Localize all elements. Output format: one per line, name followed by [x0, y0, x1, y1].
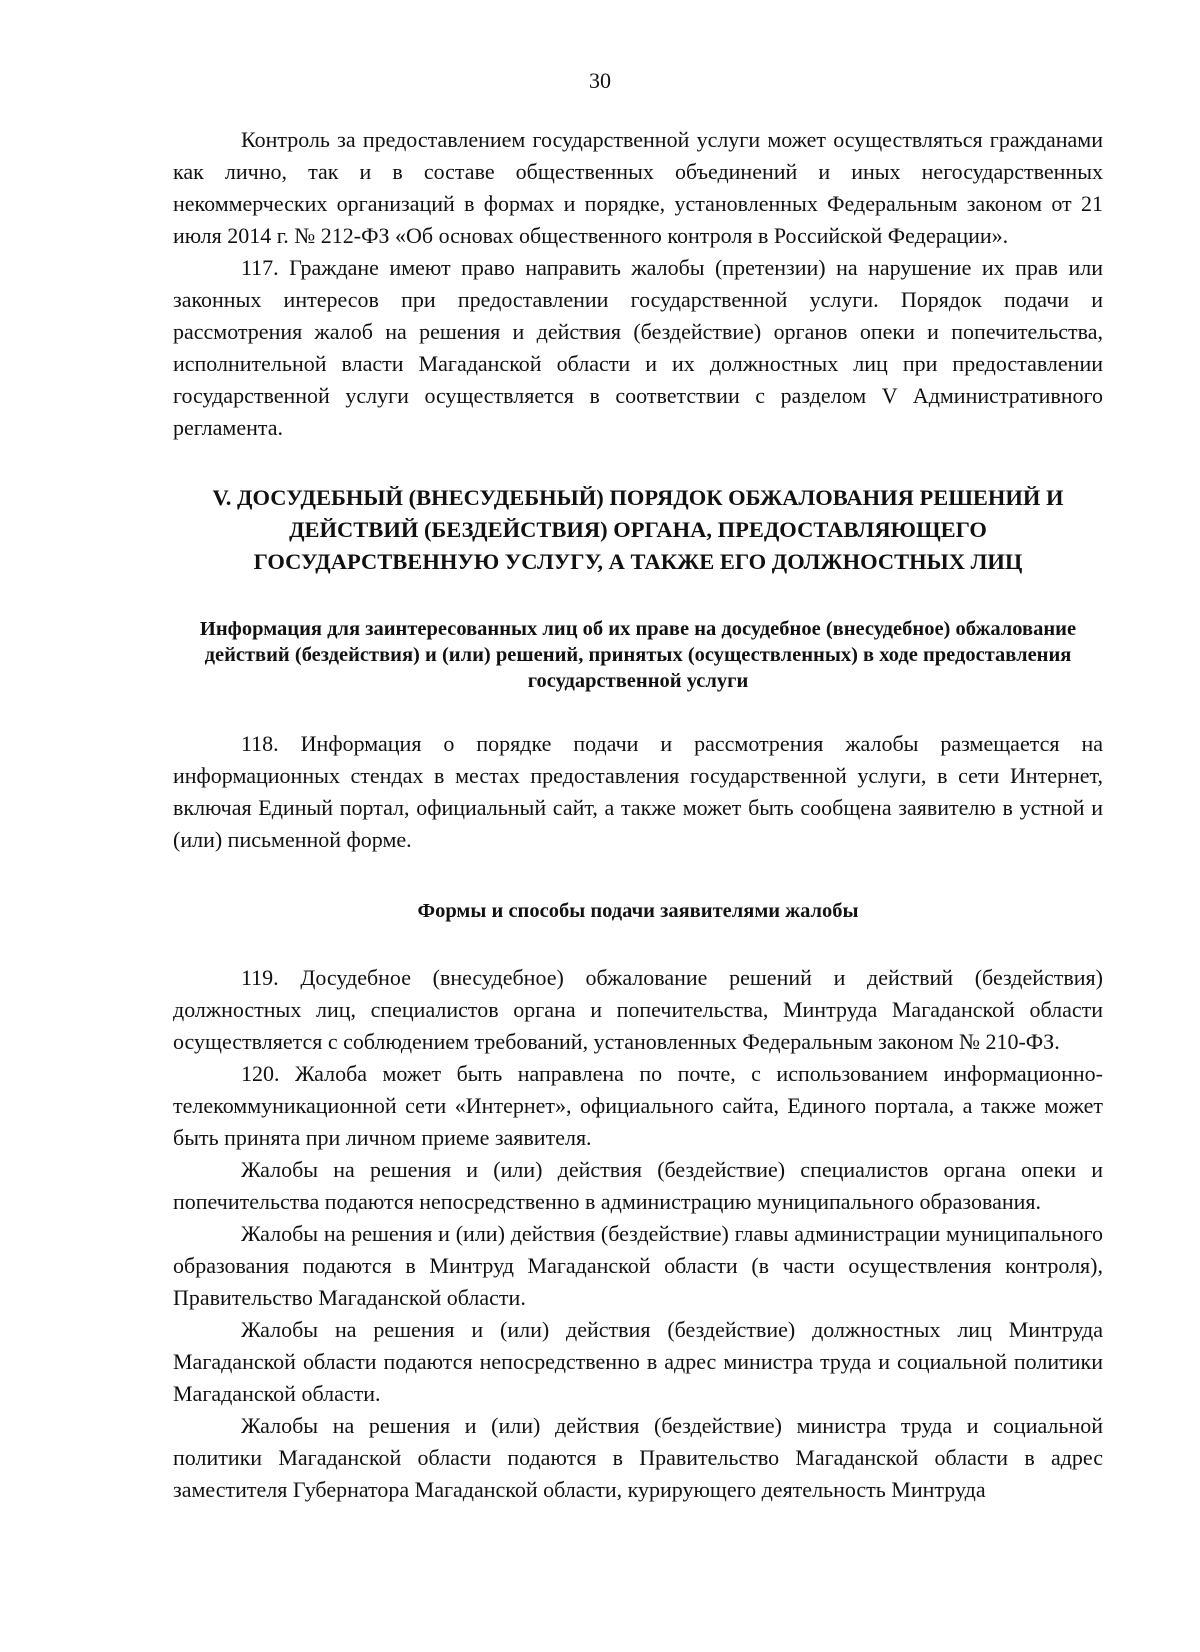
paragraph-120: 120. Жалоба может быть направлена по почте, с использованием информационно-телекоммуникационной сети «Интернет», официального сайта, Единого портала, а также может быть принята при личном приеме заявителя. — [173, 1061, 1103, 1150]
subsection-info-title: Информация для заинтересованных лиц об их праве на досудебное (внесудебное) обжалование действий (бездействия) и (или) решений, принятых (осуществленных) в ходе предоставления государственной услуги — [199, 618, 1077, 692]
paragraph-complaints-minister: Жалобы на решения и (или) действия (бездействие) министра труда и социальной политики Магаданской области подаются в Правительство Магаданской области в адрес заместителя Губернатора Магаданской области, курирующего деятельность Минтруда — [173, 1413, 1103, 1502]
paragraph-119: 119. Досудебное (внесудебное) обжалование решений и действий (бездействия) должностных лиц, специалистов органа и попечительства, Минтруда Магаданской области осуществляется с соблюдением требований, установленных Федеральным законом № 210-ФЗ. — [173, 965, 1103, 1054]
paragraph-117: 117. Граждане имеют право направить жалобы (претензии) на нарушение их прав или законных интересов при предоставлении государственной услуги. Порядок подачи и рассмотрения жалоб на решения и действия (бездействие) органов опеки и попечительства, исполнительной власти Магаданской области и их должностных лиц при предоставлении государственной услуги осуществляется в соответствии с разделом V Административного регламента. — [173, 255, 1103, 440]
paragraph-complaints-head-administration: Жалобы на решения и (или) действия (бездействие) главы администрации муниципального образования подаются в Минтруд Магаданской области (в части осуществления контроля), Правительство Магаданской области. — [173, 1221, 1103, 1310]
paragraph-complaints-guardianship: Жалобы на решения и (или) действия (бездействие) специалистов органа опеки и попечительства подаются непосредственно в администрацию муниципального образования. — [173, 1157, 1103, 1214]
page-number: 30 — [589, 68, 611, 93]
section-v-title: V. ДОСУДЕБНЫЙ (ВНЕСУДЕБНЫЙ) ПОРЯДОК ОБЖАЛОВАНИЯ РЕШЕНИЙ И ДЕЙСТВИЙ (БЕЗДЕЙСТВИЯ) ОРГАНА, ПРЕДОСТАВЛЯЮЩЕГО ГОСУДАРСТВЕННУЮ УСЛУГУ, А ТАКЖЕ ЕГО ДОЛЖНОСТНЫХ ЛИЦ — [212, 485, 1064, 574]
subsection-forms-title: Формы и способы подачи заявителями жалобы — [417, 900, 859, 922]
paragraph-complaints-mintrud-officials: Жалобы на решения и (или) действия (бездействие) должностных лиц Минтруда Магаданской области подаются непосредственно в адрес министра труда и социальной политики Магаданской области. — [173, 1317, 1103, 1406]
paragraph-public-control: Контроль за предоставлением государственной услуги может осуществляться гражданами как лично, так и в составе общественных объединений и иных негосударственных некоммерческих организаций в формах и порядке, установленных Федеральным законом от 21 июля 2014 г. № 212-ФЗ «Об основах общественного контроля в Российской Федерации». — [173, 127, 1103, 248]
document-body — [173, 124, 1103, 1506]
paragraph-118: 118. Информация о порядке подачи и рассмотрения жалобы размещается на информационных стендах в местах предоставления государственной услуги, в сети Интернет, включая Единый портал, официальный сайт, а также может быть сообщена заявителю в устной и (или) письменной форме. — [173, 731, 1103, 852]
